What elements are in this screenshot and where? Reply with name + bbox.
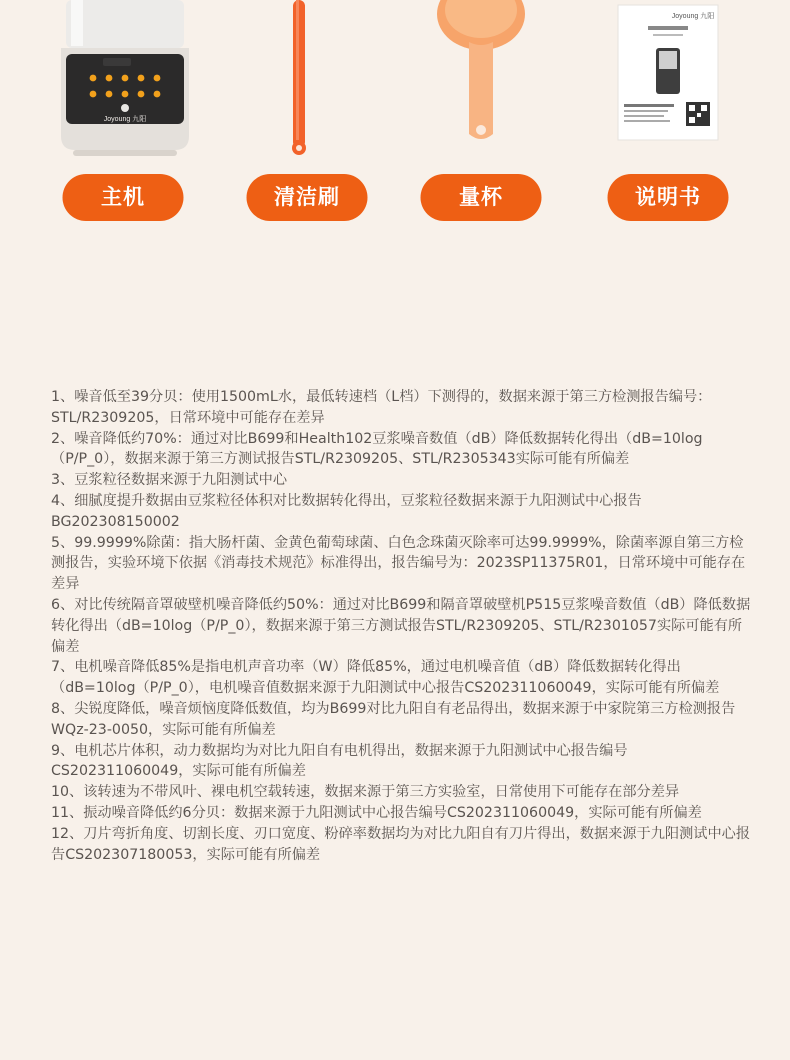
accessories-row <box>0 0 790 240</box>
footnote-item: 7、电机噪音降低85%是指电机声音功率（W）降低85%，通过电机噪音值（dB）降低数据转化得出（dB=10log（P/P_0），电机噪音值数据来源于九阳测试中心报告CS202311060049，实际可能有所偏差 <box>51 659 720 697</box>
footnote-item: 9、电机芯片体积，动力数据均为对比九阳自有电机得出，数据来源于九阳测试中心报告编号CS202311060049，实际可能有所偏差 <box>51 742 628 780</box>
measuring-cup-icon <box>391 0 571 160</box>
svg-text:Joyoung 九阳: Joyoung 九阳 <box>103 116 147 123</box>
footnote-item: 4、细腻度提升数据由豆浆粒径体积对比数据转化得出，豆浆粒径数据来源于九阳测试中心报告BG202308150002 <box>51 492 642 530</box>
footnote-item: 11、振动噪音降低约6分贝：数据来源于九阳测试中心报告编号CS202311060049，实际可能有所偏差 <box>51 804 702 821</box>
footnote-item: 3、豆浆粒径数据来源于九阳测试中心 <box>51 472 288 489</box>
footnote-item: 6、对比传统隔音罩破壁机噪音降低约50%：通过对比B699和隔音罩破壁机P515豆浆噪音数值（dB）降低数据转化得出（dB=10log（P/P_0），数据来源于第三方测试报告STL/R2309205、STL/R2301057实际可能有所偏差 <box>51 596 751 655</box>
footnotes-list <box>51 387 751 865</box>
product-label: 说明书 <box>608 174 729 221</box>
footnote-item: 10、该转速为不带风叶、裸电机空载转速，数据来源于第三方实验室，日常使用下可能存在部分差异 <box>51 784 680 801</box>
svg-text:Joyoung 九阳: Joyoung 九阳 <box>671 13 715 20</box>
footnote-item: 5、99.9999%除菌：指大肠杆菌、金黄色葡萄球菌、白色念珠菌灭除率可达99.9999%，除菌率源自第三方检测报告，实验环境下依据《消毒技术规范》标准得出，报告编号为：2023SP11375R01，日常环境中可能存在差异 <box>51 534 746 593</box>
product-manual <box>578 0 758 240</box>
footnote-item: 1、噪音低至39分贝：使用1500mL水，最低转速档（L档）下测得的，数据来源于第三方检测报告编号：STL/R2309205，日常环境中可能存在差异 <box>51 389 712 426</box>
footnote-item: 12、刀片弯折角度、切割长度、刃口宽度、粉碎率数据均为对比九阳自有刀片得出，数据来源于九阳测试中心报告CS202307180053，实际可能有所偏差 <box>51 825 751 863</box>
cleaning-brush-icon <box>217 0 397 160</box>
blender-machine-icon <box>33 0 213 160</box>
product-label: 清洁刷 <box>247 174 368 221</box>
product-label: 量杯 <box>421 174 542 221</box>
product-label: 主机 <box>63 174 184 221</box>
manual-booklet-icon <box>578 0 758 160</box>
product-main-unit <box>33 0 213 240</box>
footnote-item: 2、噪音降低约70%：通过对比B699和Health102豆浆噪音数值（dB）降低数据转化得出（dB=10log（P/P_0），数据来源于第三方测试报告STL/R2309205、STL/R2305343实际可能有所偏差 <box>51 430 703 468</box>
footnote-item: 8、尖锐度降低，噪音烦恼度降低数值，均为B699对比九阳自有老品得出，数据来源于中家院第三方检测报告WQz-23-0050，实际可能有所偏差 <box>51 700 736 738</box>
product-measuring-cup <box>391 0 571 240</box>
product-cleaning-brush <box>217 0 397 240</box>
